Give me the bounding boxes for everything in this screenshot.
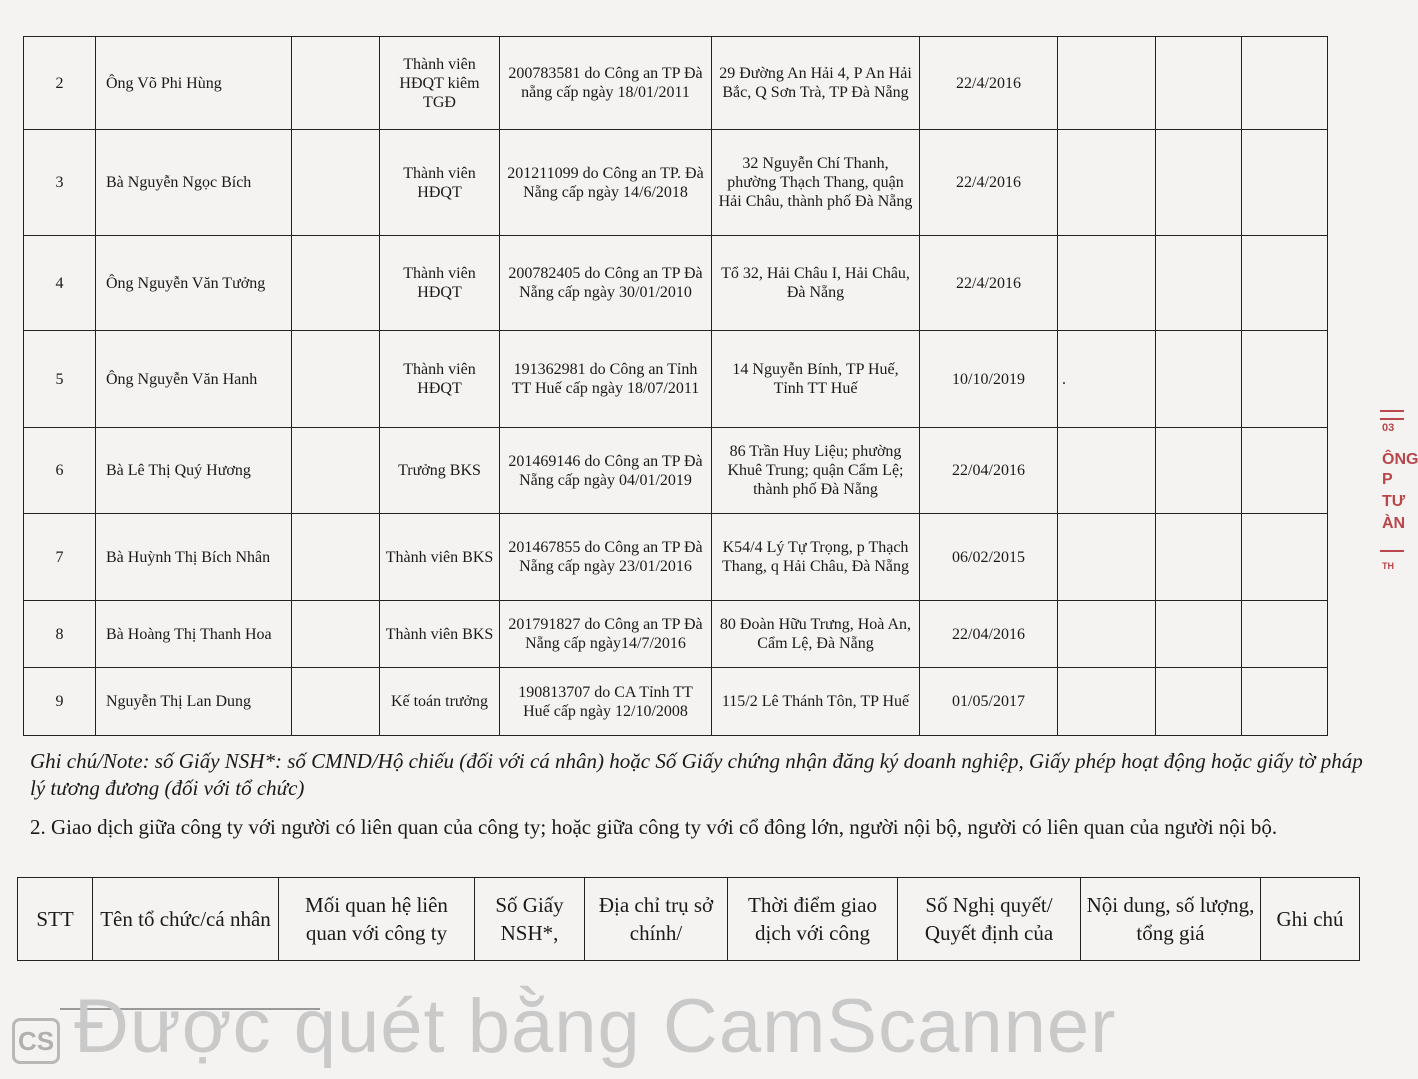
blank-cell [292, 668, 380, 736]
table-row [24, 37, 1328, 130]
stamp-line: TH [1382, 561, 1394, 571]
insider-table [23, 36, 1328, 736]
blank-cell [292, 130, 380, 236]
table-row [24, 331, 1328, 428]
header-address: Địa chỉ trụ sở chính/ [585, 878, 728, 961]
id-number-cell: 201467855 do Công an TP Đà Nẵng cấp ngày 23/01/2016 [500, 514, 712, 601]
position-cell: Thành viên HĐQT [380, 130, 500, 236]
blank-cell [1156, 236, 1242, 331]
edge-stamp [1376, 408, 1418, 598]
stt-cell: 7 [24, 514, 96, 601]
extra-cell [1058, 668, 1156, 736]
date-cell: 10/10/2019 [920, 331, 1058, 428]
stamp-line: TƯ [1382, 493, 1406, 510]
header-name: Tên tổ chức/cá nhân [93, 878, 279, 961]
stamp-line: 03 [1382, 422, 1395, 434]
table-header-row [18, 878, 1360, 961]
name-cell: Bà Lê Thị Quý Hương [96, 428, 292, 514]
header-content: Nội dung, số lượng, tổng giá [1081, 878, 1261, 961]
header-resolution: Số Nghị quyết/ Quyết định của [898, 878, 1081, 961]
blank-cell [292, 428, 380, 514]
header-nsh: Số Giấy NSH*, [475, 878, 585, 961]
table-row [24, 601, 1328, 668]
name-cell: Ông Võ Phi Hùng [96, 37, 292, 130]
blank-cell [1156, 601, 1242, 668]
address-cell: 14 Nguyễn Bính, TP Huế, Tỉnh TT Huế [712, 331, 920, 428]
address-cell: 80 Đoàn Hữu Trưng, Hoà An, Cẩm Lệ, Đà Nẵng [712, 601, 920, 668]
blank-cell [292, 601, 380, 668]
position-cell: Kế toán trưởng [380, 668, 500, 736]
name-cell: Ông Nguyễn Văn Tưởng [96, 236, 292, 331]
id-number-cell: 201211099 do Công an TP. Đà Nẵng cấp ngày 14/6/2018 [500, 130, 712, 236]
camscanner-watermark [12, 984, 1132, 1070]
blank-cell [1242, 236, 1328, 331]
blank-cell [1242, 668, 1328, 736]
stt-cell: 4 [24, 236, 96, 331]
extra-cell [1058, 601, 1156, 668]
stt-cell: 2 [24, 37, 96, 130]
watermark-text: Được quét bằng CamScanner [74, 984, 1117, 1069]
extra-cell: . [1058, 331, 1156, 428]
position-cell: Thành viên BKS [380, 514, 500, 601]
stt-cell: 9 [24, 668, 96, 736]
blank-cell [292, 331, 380, 428]
extra-cell [1058, 130, 1156, 236]
address-cell: 32 Nguyễn Chí Thanh, phường Thạch Thang, quận Hải Châu, thành phố Đà Nẵng [712, 130, 920, 236]
id-number-cell: 201469146 do Công an TP Đà Nẵng cấp ngày 04/01/2019 [500, 428, 712, 514]
table-row [24, 236, 1328, 331]
date-cell: 22/04/2016 [920, 601, 1058, 668]
position-cell: Thành viên HĐQT kiêm TGĐ [380, 37, 500, 130]
blank-cell [1242, 428, 1328, 514]
position-cell: Thành viên HĐQT [380, 331, 500, 428]
transactions-table [17, 877, 1360, 961]
extra-cell [1058, 428, 1156, 514]
blank-cell [1156, 514, 1242, 601]
extra-cell [1058, 236, 1156, 331]
camscanner-logo-icon: CS [12, 1018, 60, 1064]
stt-cell: 3 [24, 130, 96, 236]
id-number-cell: 201791827 do Công an TP Đà Nẵng cấp ngày14/7/2016 [500, 601, 712, 668]
blank-cell [1156, 668, 1242, 736]
blank-cell [1242, 601, 1328, 668]
stamp-line: P [1382, 471, 1393, 488]
date-cell: 06/02/2015 [920, 514, 1058, 601]
date-cell: 22/04/2016 [920, 428, 1058, 514]
stt-cell: 5 [24, 331, 96, 428]
address-cell: 29 Đường An Hải 4, P An Hải Bắc, Q Sơn Trà, TP Đà Nẵng [712, 37, 920, 130]
extra-cell [1058, 37, 1156, 130]
date-cell: 01/05/2017 [920, 668, 1058, 736]
name-cell: Bà Huỳnh Thị Bích Nhân [96, 514, 292, 601]
header-transaction-time: Thời điểm giao dịch với công [728, 878, 898, 961]
blank-cell [1156, 37, 1242, 130]
address-cell: 115/2 Lê Thánh Tôn, TP Huế [712, 668, 920, 736]
name-cell: Nguyễn Thị Lan Dung [96, 668, 292, 736]
header-relation: Mối quan hệ liên quan với công ty [279, 878, 475, 961]
date-cell: 22/4/2016 [920, 37, 1058, 130]
blank-cell [1242, 514, 1328, 601]
table-row [24, 130, 1328, 236]
section-2-heading: 2. Giao dịch giữa công ty với người có liên quan của công ty; hoặc giữa công ty với cổ đông lớn, người nội bộ, người có liên quan của người nội bộ. [30, 815, 1278, 839]
name-cell: Ông Nguyễn Văn Hanh [96, 331, 292, 428]
position-cell: Thành viên HĐQT [380, 236, 500, 331]
name-cell: Bà Hoàng Thị Thanh Hoa [96, 601, 292, 668]
footnote: Ghi chú/Note: số Giấy NSH*: số CMND/Hộ chiếu (đối với cá nhân) hoặc Số Giấy chứng nhận đăng ký doanh nghiệp, Giấy phép hoạt động hoặc giấy tờ pháp lý tương đương (đối với tổ chức) [30, 749, 1363, 800]
name-cell: Bà Nguyễn Ngọc Bích [96, 130, 292, 236]
address-cell: K54/4 Lý Tự Trọng, p Thạch Thang, q Hải Châu, Đà Nẵng [712, 514, 920, 601]
position-cell: Trưởng BKS [380, 428, 500, 514]
address-cell: 86 Trần Huy Liệu; phường Khuê Trung; quận Cẩm Lệ; thành phố Đà Nẵng [712, 428, 920, 514]
table-row [24, 668, 1328, 736]
stt-cell: 8 [24, 601, 96, 668]
header-stt: STT [18, 878, 93, 961]
blank-cell [292, 236, 380, 331]
date-cell: 22/4/2016 [920, 130, 1058, 236]
blank-cell [1242, 37, 1328, 130]
address-cell: Tổ 32, Hải Châu I, Hải Châu, Đà Nẵng [712, 236, 920, 331]
date-cell: 22/4/2016 [920, 236, 1058, 331]
blank-cell [1156, 130, 1242, 236]
blank-cell [1242, 331, 1328, 428]
id-number-cell: 200782405 do Công an TP Đà Nẵng cấp ngày 30/01/2010 [500, 236, 712, 331]
blank-cell [1156, 331, 1242, 428]
id-number-cell: 191362981 do Công an Tỉnh TT Huế cấp ngày 18/07/2011 [500, 331, 712, 428]
blank-cell [292, 514, 380, 601]
table-row [24, 514, 1328, 601]
stamp-line: ÔNG [1382, 451, 1418, 468]
id-number-cell: 190813707 do CA Tỉnh TT Huế cấp ngày 12/10/2008 [500, 668, 712, 736]
blank-cell [292, 37, 380, 130]
blank-cell [1242, 130, 1328, 236]
stamp-line: ÀN [1382, 515, 1406, 532]
id-number-cell: 200783581 do Công an TP Đà nẵng cấp ngày 18/01/2011 [500, 37, 712, 130]
stt-cell: 6 [24, 428, 96, 514]
position-cell: Thành viên BKS [380, 601, 500, 668]
header-note: Ghi chú [1261, 878, 1360, 961]
table-row [24, 428, 1328, 514]
blank-cell [1156, 428, 1242, 514]
extra-cell [1058, 514, 1156, 601]
